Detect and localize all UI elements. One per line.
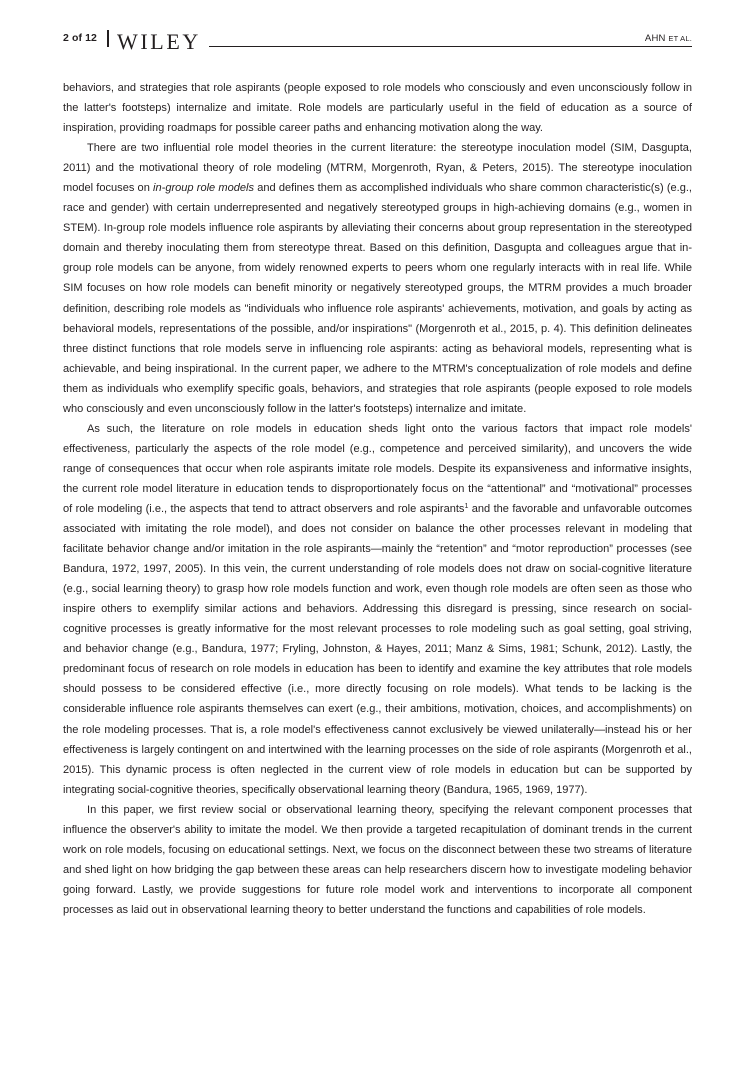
article-body — [63, 78, 692, 920]
paragraph-text: and the favorable and unfavorable outcomes associated with imitating the role model), and does not consider on balance the other processes relevant in modeling that facilitate behavior change and/or imitation in the role aspirants—mainly the “retention” and “motor reproduction” processes (see Bandura, 1972, 1997, 2005). In this vein, the current understanding of role models does not draw on social-cognitive literature (e.g., social learning theory) to grasp how role models function and work, even though role models are often seen as those who inspire others to exemplify similar actions and behaviors. Addressing this disregard is pressing, since research on social-cognitive processes is greatly informative for the most relevant processes to role modeling such as goal setting, goal striving, and behavior change (e.g., Bandura, 1977; Fryling, Johnston, & Hayes, 2011; Manz & Sims, 1981; Schunk, 2012). Lastly, the predominant focus of research on role models in education has been to identify and examine the key attributes that role models should possess to be considered effective (i.e., more directly focusing on role models). What tends to be lacking is the considerable influence role aspirants themselves can exert (e.g., their ambitions, motivation, choices, and accomplishments) on the role modeling processes. That is, a role model's effectiveness cannot exclusively be viewed unilaterally—instead his or her effectiveness is largely contingent on and intertwined with the learning processes on the side of role aspirants (Morgenroth et al., 2015). This dynamic process is often neglected in the current view of role models in education but can be supported by integrating social-cognitive theories, specifically observational learning theory (Bandura, 1965, 1969, 1977). — [63, 502, 692, 796]
author-suffix: ET AL. — [668, 34, 692, 43]
running-header — [63, 28, 692, 54]
paragraph-text: As such, the literature on role models in education sheds light onto the various factors that impact role models' effectiveness, particularly the aspects of the role model (e.g., competence and perceived similarity), and uncovers the wide range of consequences that occur when role aspirants imitate role models. Despite its expansiveness and informative insights, the current role model literature in education tends to disproportionately focus on the “attentional” and “motivational” processes of role modeling (i.e., the aspects that tend to attract observers and role aspirants — [63, 422, 692, 515]
footnote-marker[interactable]: 1 — [464, 502, 469, 510]
emphasized-term: in-group role models — [153, 182, 255, 195]
running-author — [645, 33, 692, 44]
header-rule — [209, 46, 692, 47]
paragraph-paper-outline: In this paper, we first review social or observational learning theory, specifying the relevant component processes that influence the observer's ability to imitate the model. We then provide a targeted recapitulation of dominant trends in the current work on role models, focusing on educational settings. Next, we focus on the disconnect between these two streams of literature and shed light on how bridging the gap between these areas can help researchers discern how to investigate modeling behavior going forward. Lastly, we provide suggestions for future role model work and interventions to incorporate all component processes as laid out in observational learning theory to better understand the functions and capabilities of role models. — [63, 803, 692, 916]
paragraph-text: and defines them as accomplished individuals who share common characteristic(s) (e.g., race and gender) with certain underrepresented and negatively stereotyped groups in high-achieving domains (e.g., women in STEM). In-group role models influence role aspirants by alleviating their concerns about group representation in the stereotyped domain and thereby inoculating them from stereotype threat. Based on this definition, Dasgupta and colleagues argue that in-group role models can be anyone, from widely renowned experts to peers whom one regularly interacts with in real life. While SIM focuses on how role models can benefit minority or negatively stereotyped groups, the MTRM provides a much broader definition, describing role models as "individuals who influence role aspirants' achievements, motivation, and goals by acting as behavioral models, representations of the possible, and/or inspirations" (Morgenroth et al., 2015, p. 4). This definition delineates three distinct functions that role models serve in influencing role aspirants: acting as behavioral models, representing what is achievable, and being inspirational. In the current paper, we adhere to the MTRM's conceptualization of role models and define them as individuals who exemplify specific goals, behaviors, and strategies that role aspirants (people exposed to role models who consciously and even unconsciously follow in the latter's footsteps) internalize and imitate. — [63, 182, 692, 415]
paragraph-text: There are two influential role model theories in the current literature: the stereotype inoculation model (SIM, Dasgupta, 2011) and the motivational theory of role modeling (MTRM, Morgenroth, Ryan, & Peters, 2015). The stereotype inoculation model focuses on — [63, 142, 692, 195]
author-name: AHN — [644, 33, 666, 44]
publisher-logo: WILEY — [117, 29, 201, 54]
paragraph-continued: behaviors, and strategies that role aspirants (people exposed to role models who consciously and even unconsciously follow in the latter's footsteps) internalize and imitate. Role models are particularly useful in the field of education as a source of inspiration, providing roadmaps for possible career paths and enhancing motivation along the way. — [63, 82, 692, 135]
paragraph-literature-gap — [63, 419, 692, 800]
header-separator — [107, 30, 109, 47]
page-number: 2 of 12 — [63, 32, 97, 44]
paragraph-role-model-theories — [63, 138, 692, 419]
